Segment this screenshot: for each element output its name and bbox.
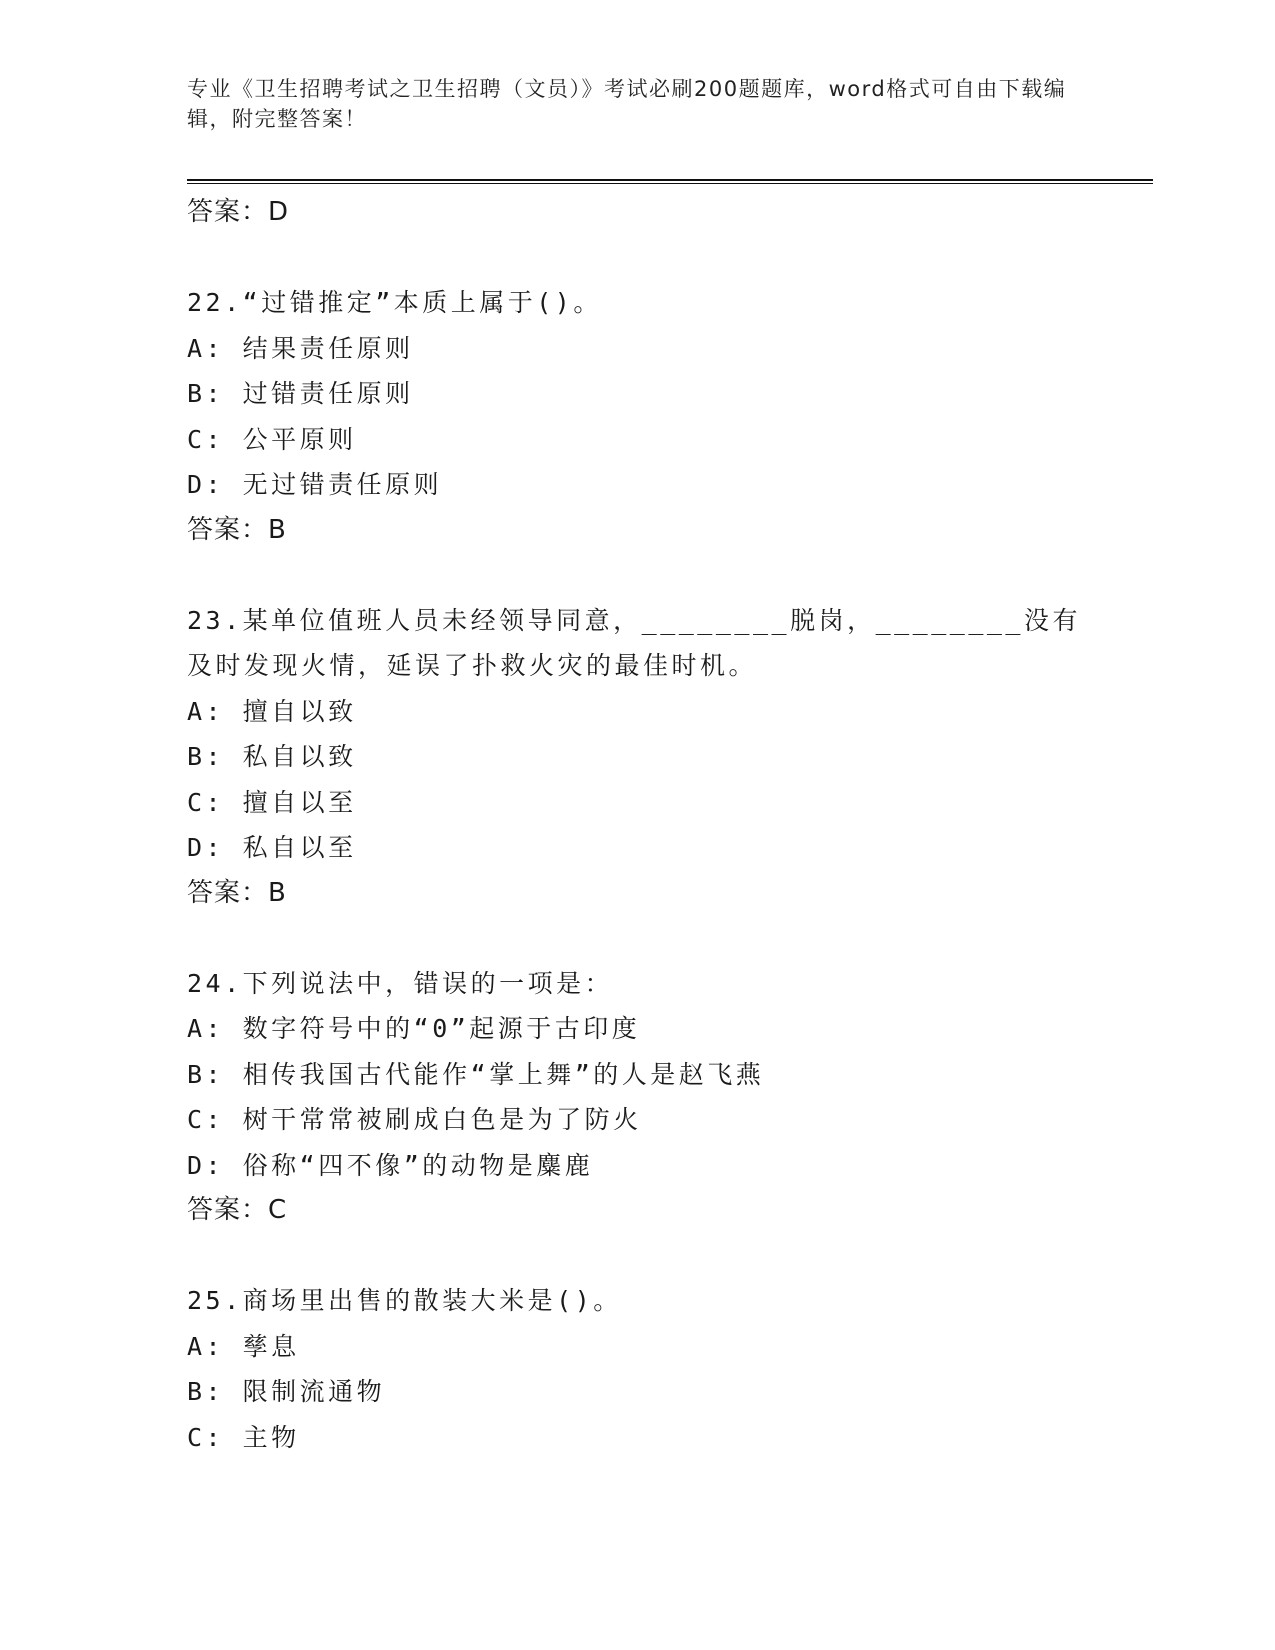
option-a: A: 结果责任原则 [187,333,414,363]
option-b: B: 过错责任原则 [187,379,414,408]
option-a: A: 擅自以致 [187,696,357,726]
question-24 [187,961,1087,1234]
answer-line: 答案：C [187,1195,288,1225]
document-body [187,190,1087,1460]
answer-line: 答案：B [187,514,287,545]
question-stem: 23.某单位值班人员未经领导同意，________脱岗，________没有及时发现火情，延误了扑救火灾的最佳时机。 [187,605,1081,680]
answer-line: 答案：B [187,877,287,908]
option-d: D: 无过错责任原则 [187,470,443,499]
question-23 [187,598,1087,916]
option-c: C: 树干常常被刷成白色是为了防火 [187,1105,642,1134]
question-stem: 22.“过错推定”本质上属于()。 [187,288,602,317]
option-b: B: 限制流通物 [187,1377,386,1406]
option-c: C: 公平原则 [187,424,357,454]
option-a: A: 数字符号中的“0”起源于古印度 [187,1014,641,1043]
option-a: A: 孳息 [187,1331,300,1361]
option-b: B: 私自以致 [187,742,357,771]
question-stem: 24.下列说法中，错误的一项是： [187,968,614,998]
question-22 [187,280,1087,553]
option-b: B: 相传我国古代能作“掌上舞”的人是赵飞燕 [187,1059,765,1089]
document-header: 专业《卫生招聘考试之卫生招聘（文员）》考试必刷200题题库，word格式可自由下载编辑，附完整答案！ [187,77,1067,131]
question-stem: 25.商场里出售的散装大米是()。 [187,1286,622,1315]
header-divider-thin [187,183,1153,184]
header-divider-thick [187,179,1153,181]
question-25 [187,1278,1087,1460]
option-c: C: 擅自以至 [187,787,357,817]
answer-line: 答案：D [187,197,290,227]
option-c: C: 主物 [187,1422,300,1452]
option-d: D: 俗称“四不像”的动物是麋鹿 [187,1150,594,1180]
option-d: D: 私自以至 [187,833,357,862]
